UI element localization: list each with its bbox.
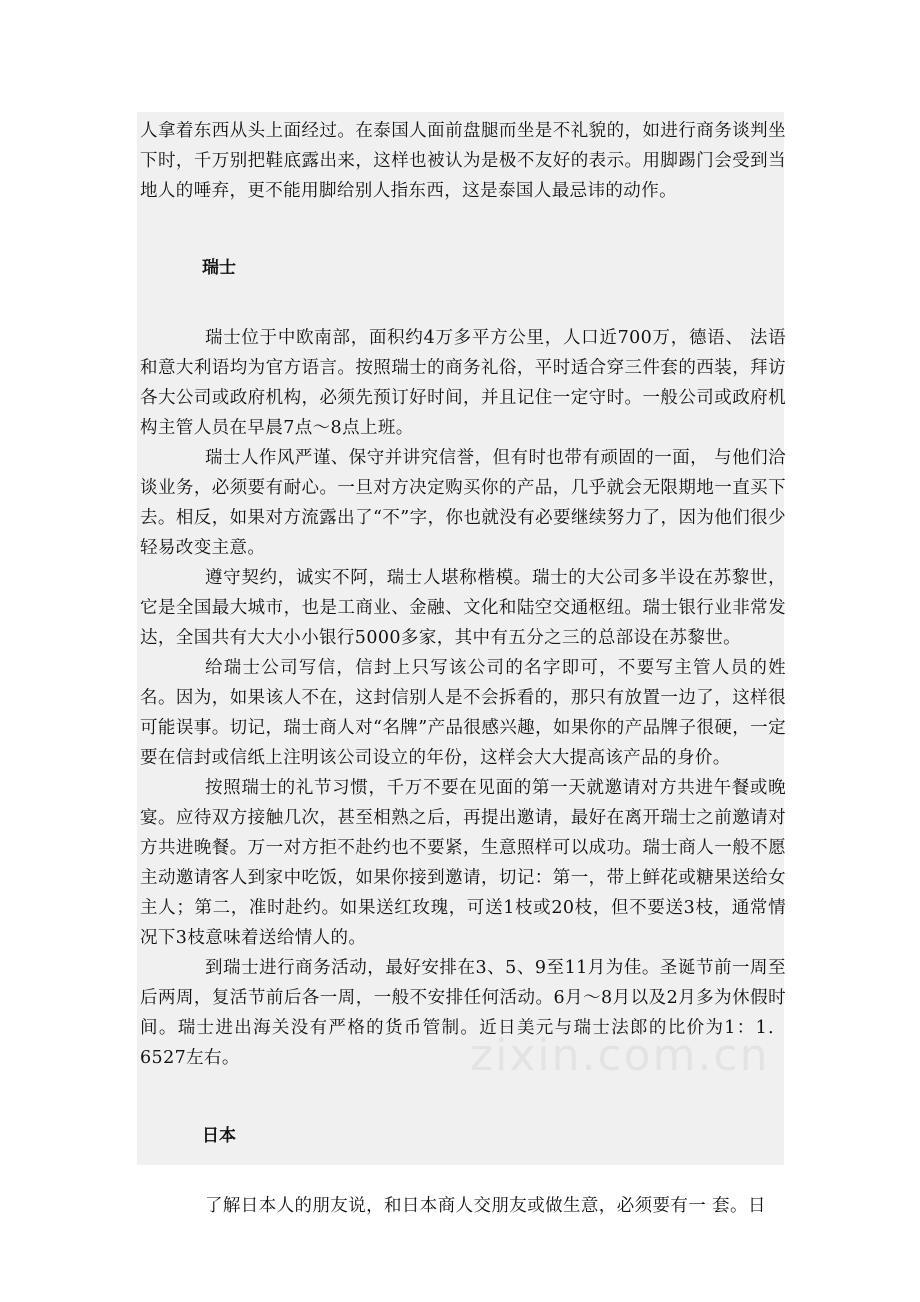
swiss-paragraph: 到瑞士进行商务活动，最好安排在3、5、9至11月为佳。圣诞节前一周至后两周，复活节前后各一周，一般不安排任何活动。6月～8月以及2月多为休假时间。瑞士进出海关没有严格的货币管制。近日美元与瑞士法郎的比价为1：1．6527左右。 [140, 958, 786, 1068]
swiss-paragraph: 给瑞士公司写信，信封上只写该公司的名字即可，不要写主管人员的姓名。因为，如果该人不在，这封信别人是不会拆看的，那只有放置一边了，这样很可能误事。切记，瑞士商人对“名牌”产品很感兴趣，如果你的产品牌子很硬，一定要在信封或信纸上注明该公司设立的年份，这样会大大提高该产品的身价。 [140, 658, 786, 768]
swiss-paragraph: 遵守契约，诚实不阿，瑞士人堪称楷模。瑞士的大公司多半设在苏黎世，它是全国最大城市，也是工商业、金融、文化和陆空交通枢纽。瑞士银行业非常发达，全国共有大大小小银行5000多家，其中有五分之三的总部设在苏黎世。 [140, 568, 786, 648]
swiss-paragraph: 瑞士人作风严谨、保守并讲究信誉，但有时也带有顽固的一面， 与他们洽谈业务，必须要有耐心。一旦对方决定购买你的产品，几乎就会无限期地一直买下去。相反，如果对方流露出了“不”字，你也就没有必要继续努力了，因为他们很少轻易改变主意。 [140, 448, 786, 558]
swiss-paragraph: 瑞士位于中欧南部，面积约4万多平方公里，人口近700万，德语、 法语和意大利语均为官方语言。按照瑞士的商务礼俗，平时适合穿三件套的西装，拜访各大公司或政府机构，必须先预订好时间，并且记住一定守时。一般公司或政府机构主管人员在早晨7点～8点上班。 [140, 328, 786, 438]
document-body [140, 116, 786, 1221]
section-heading-swiss: 瑞士 [202, 258, 236, 278]
swiss-paragraph: 按照瑞士的礼节习惯，千万不要在见面的第一天就邀请对方共进午餐或晚宴。应待双方接触几次，甚至相熟之后，再提出邀请，最好在离开瑞士之前邀请对方共进晚餐。万一对方拒不赴约也不要紧，生意照样可以成功。瑞士商人一般不愿主动邀请客人到家中吃饭，如果你接到邀请，切记：第一，带上鲜花或糖果送给女主人；第二，准时赴约。如果送红玫瑰，可送1枝或20枝，但不要送3枝，通常情况下3枝意味着送给情人的。 [140, 778, 786, 948]
intro-paragraph: 人拿着东西从头上面经过。在泰国人面前盘腿而坐是不礼貌的，如进行商务谈判坐下时，千万别把鞋底露出来，这样也被认为是极不友好的表示。用脚踢门会受到当地人的唾弃，更不能用脚给别人指东西，这是泰国人最忌讳的动作。 [140, 121, 786, 201]
section-heading-japan: 日本 [202, 1126, 236, 1146]
japan-paragraph: 了解日本人的朋友说，和日本商人交朋友或做生意，必须要有一 套。日 [205, 1196, 766, 1216]
